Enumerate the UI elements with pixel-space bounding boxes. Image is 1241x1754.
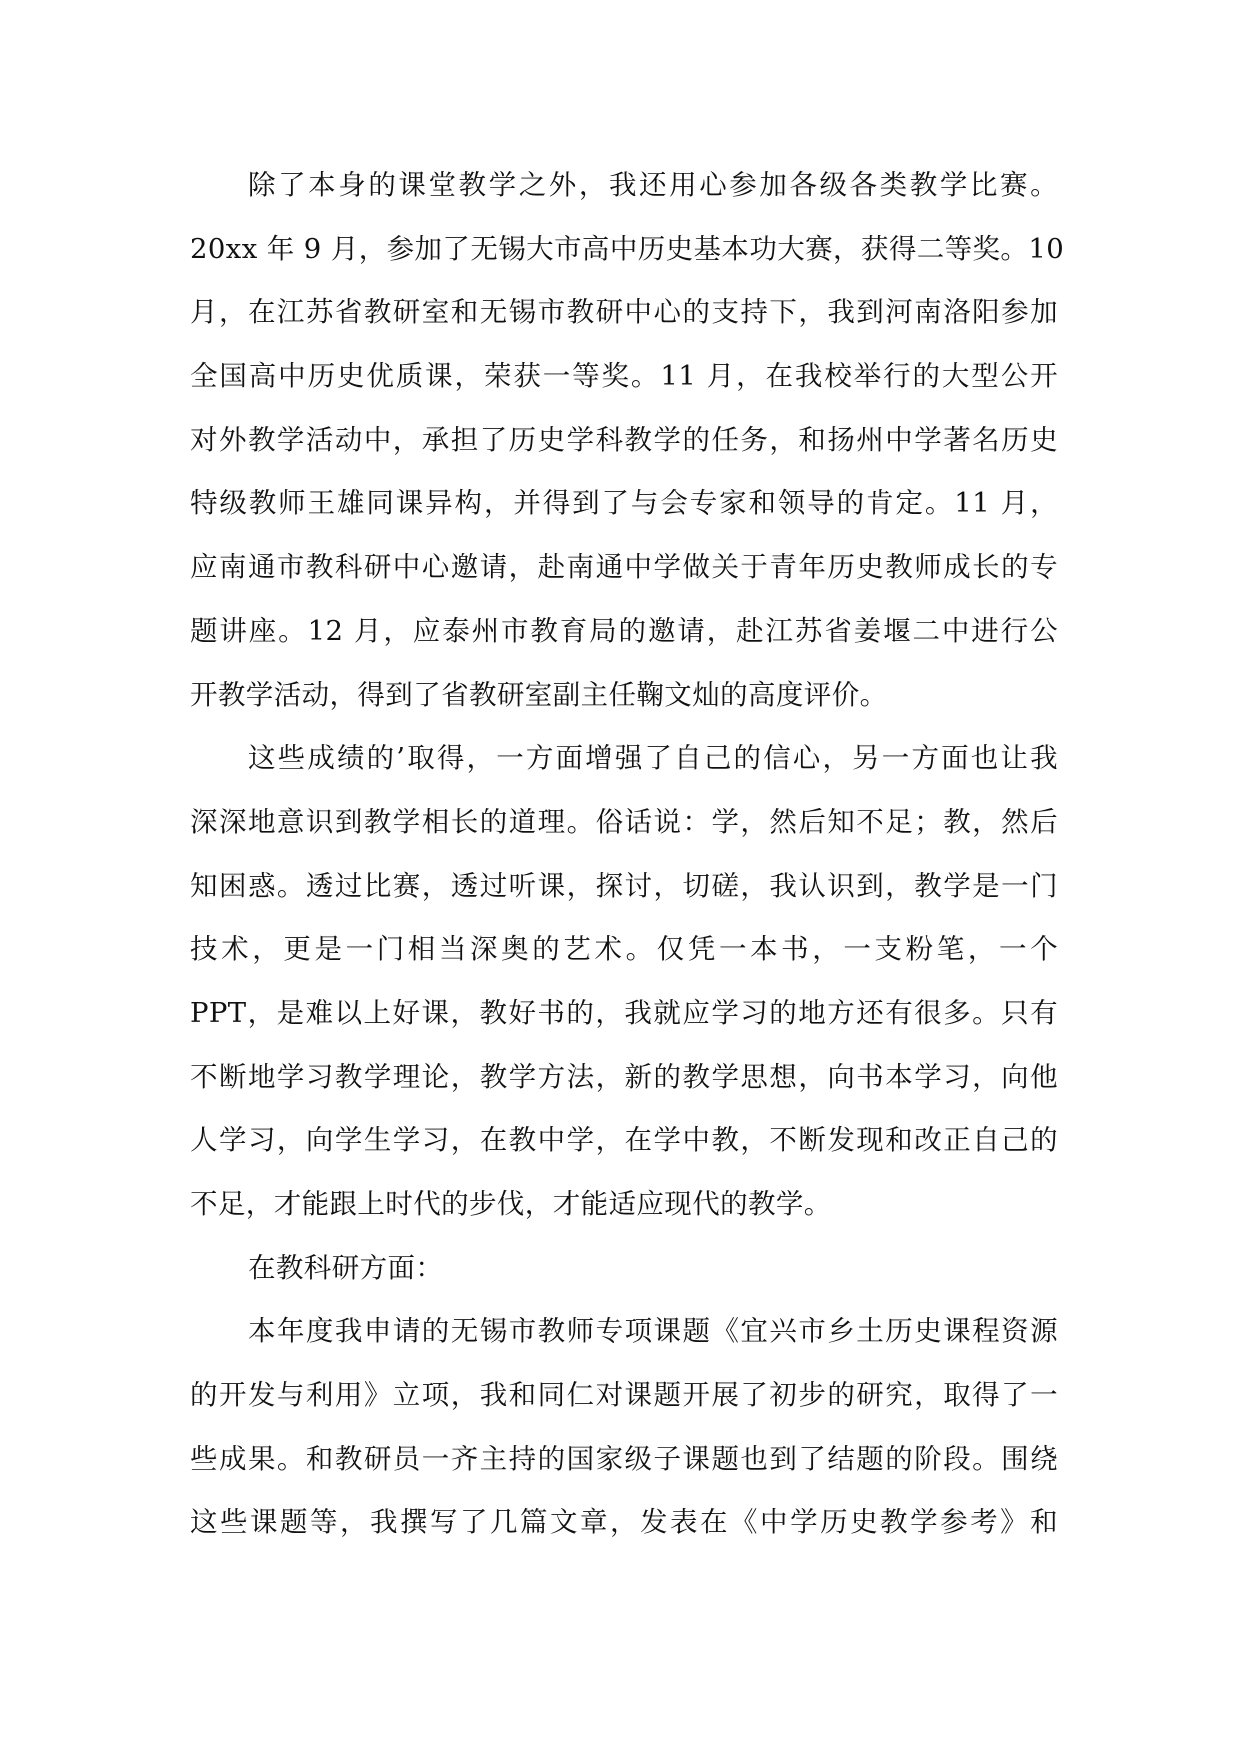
paragraph-line: 应南通市教科研中心邀请，赴南通中学做关于青年历史教师成长的专: [190, 551, 1058, 584]
paragraph-line: 这些成绩的’取得，一方面增强了自己的信心，另一方面也让我: [248, 742, 1058, 775]
paragraph-line: 全国高中历史优质课，荣获一等奖。11 月，在我校举行的大型公开: [190, 360, 1058, 393]
paragraph-line: 这些课题等，我撰写了几篇文章，发表在《中学历史教学参考》和: [190, 1506, 1058, 1539]
paragraph-line: 不足，才能跟上时代的步伐，才能适应现代的教学。: [190, 1188, 832, 1220]
paragraph-line: 20xx 年 9 月，参加了无锡大市高中历史基本功大赛，获得二等奖。10: [190, 232, 1065, 265]
paragraph-line: 除了本身的课堂教学之外，我还用心参加各级各类教学比赛。: [248, 169, 1058, 201]
paragraph-line: 些成果。和教研员一齐主持的国家级子课题也到了结题的阶段。围绕: [190, 1442, 1058, 1475]
paragraph-line: 不断地学习教学理论，教学方法，新的教学思想，向书本学习，向他: [190, 1060, 1058, 1093]
paragraph-line: 技术，更是一门相当深奥的艺术。仅凭一本书，一支粉笔，一个: [190, 933, 1058, 966]
paragraph-line: 对外教学活动中，承担了历史学科教学的任务，和扬州中学著名历史: [190, 423, 1058, 456]
paragraph-line: 月，在江苏省教研室和无锡市教研中心的支持下，我到河南洛阳参加: [190, 296, 1058, 329]
paragraph-line: 题讲座。12 月，应泰州市教育局的邀请，赴江苏省姜堰二中进行公: [190, 614, 1058, 647]
paragraph-line: 深深地意识到教学相长的道理。俗话说：学，然后知不足；教，然后: [190, 805, 1058, 838]
section-heading: 在教科研方面：: [248, 1251, 444, 1284]
paragraph-line: 开教学活动，得到了省教研室副主任鞠文灿的高度评价。: [190, 678, 888, 711]
body-text: [190, 154, 1065, 1555]
paragraph-line: 特级教师王雄同课异构，并得到了与会专家和领导的肯定。11 月，: [190, 487, 1058, 520]
paragraph-line: 的开发与利用》立项，我和同仁对课题开展了初步的研究，取得了一: [190, 1379, 1058, 1412]
paragraph-line: 知困惑。透过比赛，透过听课，探讨，切磋，我认识到，教学是一门: [190, 869, 1058, 902]
paragraph-line: 人学习，向学生学习，在教中学，在学中教，不断发现和改正自己的: [190, 1124, 1058, 1157]
paragraph-line: PPT，是难以上好课，教好书的，我就应学习的地方还有很多。只有: [190, 996, 1058, 1029]
paragraph-line: 本年度我申请的无锡市教师专项课题《宜兴市乡土历史课程资源: [248, 1315, 1058, 1348]
